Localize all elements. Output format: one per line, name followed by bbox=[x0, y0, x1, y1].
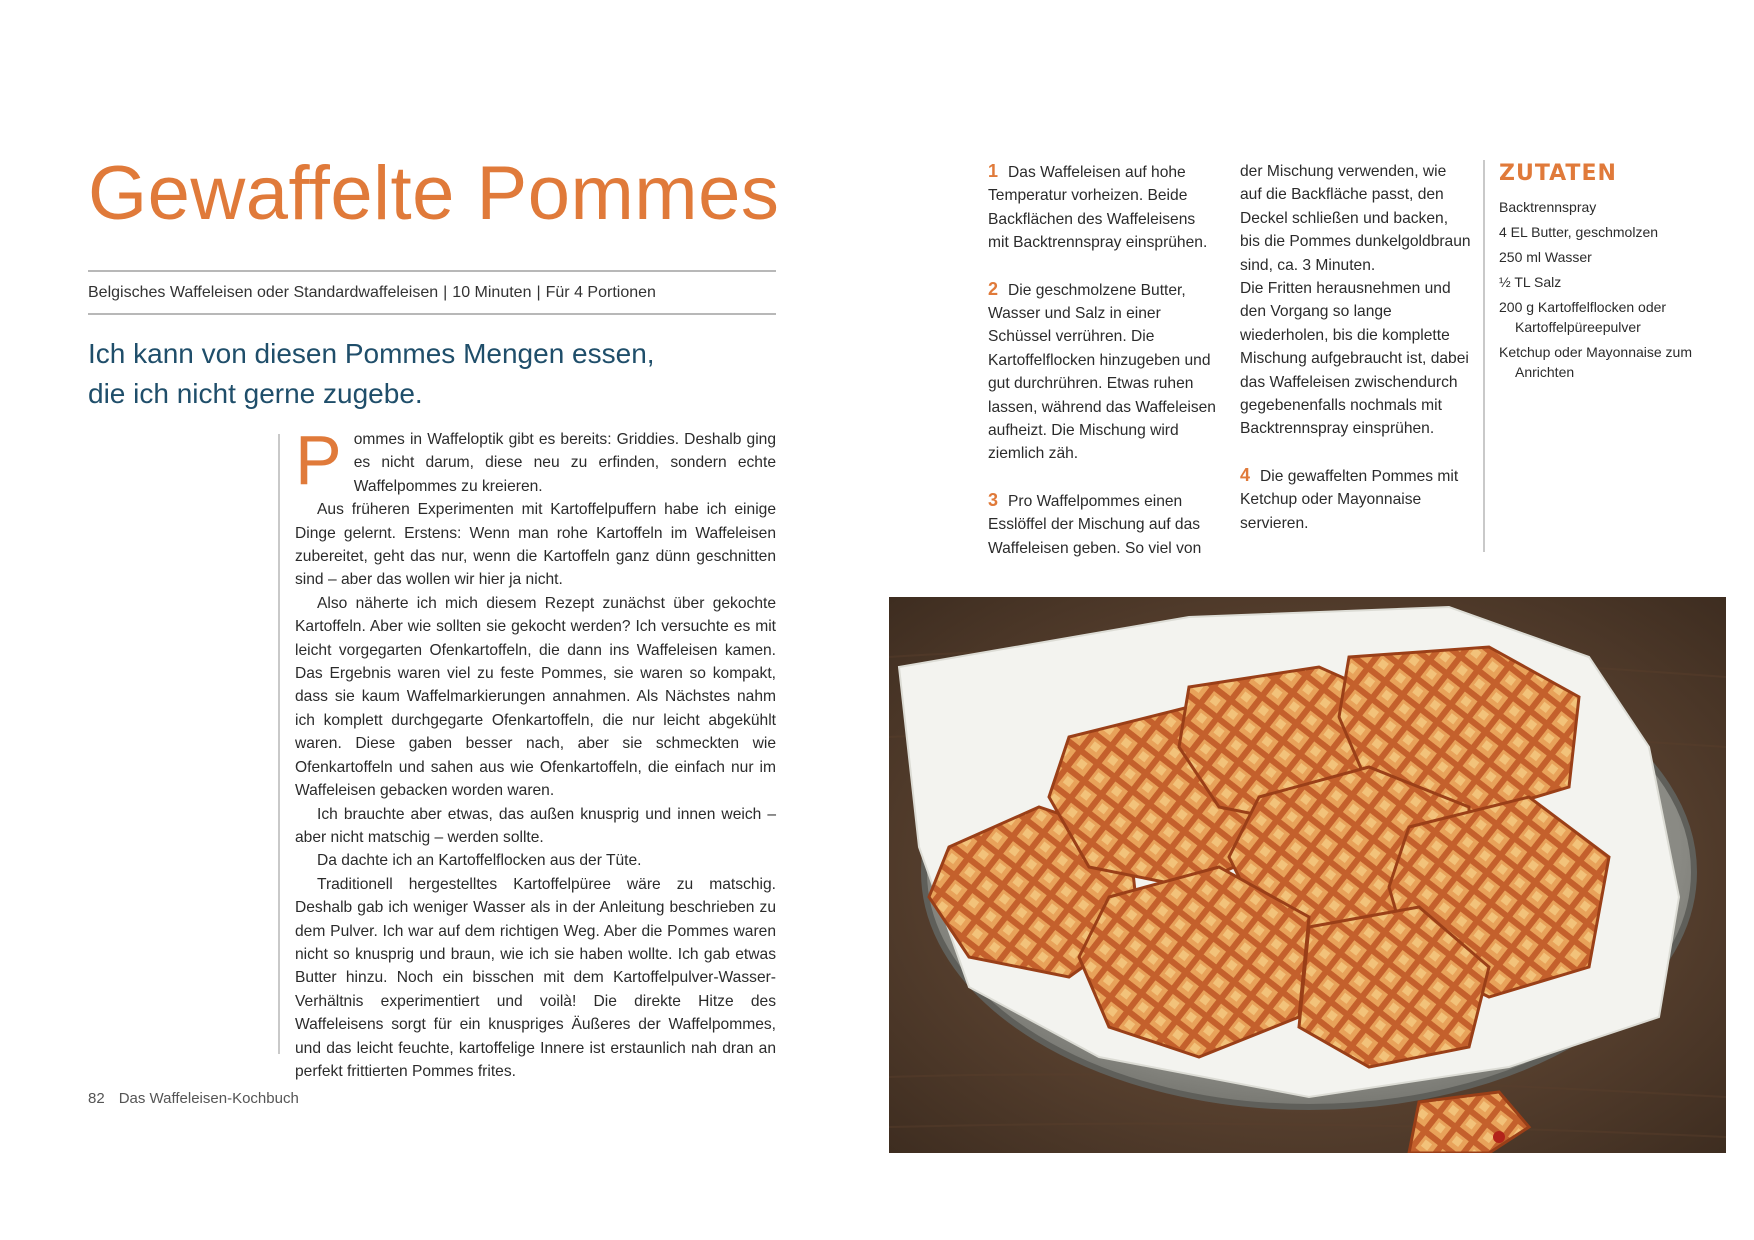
step-item bbox=[988, 278, 1220, 466]
ingredient-item: ½ TL Salz bbox=[1499, 274, 1562, 290]
ingredients-list bbox=[1499, 197, 1699, 387]
waffle-fries-photo bbox=[889, 597, 1726, 1153]
ingredients-heading: ZUTATEN bbox=[1499, 161, 1617, 186]
step-item bbox=[1240, 464, 1472, 535]
first-paragraph-text: ommes in Waffeloptik gibt es bereits: Griddies. Deshalb ging es nicht darum, diese neu zu erfinden, sondern echte Waffelpommes zu kreieren. bbox=[353, 431, 776, 495]
step-item bbox=[988, 489, 1220, 560]
ingredient-item: 250 ml Wasser bbox=[1499, 249, 1592, 265]
body-paragraph: Da dachte ich an Kartoffelflocken aus der Tüte. bbox=[317, 852, 642, 870]
step-number: 2 bbox=[988, 278, 999, 299]
step-text: Die Fritten herausnehmen und den Vorgang so lange wiederholen, bis die komplette Mischung aufgebraucht ist, dabei das Waffeleisen zwischendurch gegebenenfalls nochmals mit Backtrennspray einsprühen. bbox=[1240, 280, 1469, 438]
step-item bbox=[988, 160, 1220, 255]
meta-equipment: Belgisches Waffeleisen oder Standardwaffeleisen bbox=[88, 284, 439, 301]
page-number: 82 bbox=[88, 1090, 105, 1107]
meta-rule-bottom bbox=[88, 313, 776, 315]
step-text: Die geschmolzene Butter, Wasser und Salz in einer Schüssel verrühren. Die Kartoffelflocken hinzugeben und gut durchrühren. Etwas ruhen lassen, während das Waffeleisen aufheizt. Die Mischung wird ziemlich zäh. bbox=[988, 281, 1216, 463]
steps-column-2 bbox=[1240, 160, 1472, 535]
page-footer bbox=[88, 1090, 299, 1107]
ketchup-drop bbox=[1493, 1131, 1505, 1143]
subtitle-line: Ich kann von diesen Pommes Mengen essen, bbox=[88, 338, 655, 369]
recipe-meta bbox=[88, 284, 656, 302]
waffle-fries-illustration bbox=[889, 597, 1726, 1153]
step-number: 4 bbox=[1240, 464, 1251, 485]
body-paragraph: Aus früheren Experimenten mit Kartoffelpuffern habe ich einige Dinge gelernt. Erstens: Wenn man rohe Kartoffeln im Waffeleisen zubereitet, geht das nur, wenn die Kartoffeln ganz dünn geschnitten sind – aber das wollen wir hier ja nicht. bbox=[295, 501, 776, 589]
step-text: der Mischung verwenden, wie auf die Backfläche passt, den Deckel schließen und backen, bis die Pommes dunkelgoldbraun sind, ca. 3 Minuten. bbox=[1240, 163, 1471, 274]
meta-separator: | bbox=[443, 284, 448, 301]
ingredient-item: Ketchup oder Mayonnaise zum Anrichten bbox=[1499, 344, 1692, 380]
intro-paragraph bbox=[295, 421, 776, 499]
recipe-title: Gewaffelte Pommes bbox=[88, 151, 780, 236]
steps-column-1 bbox=[988, 160, 1220, 583]
step-text: Die gewaffelten Pommes mit Ketchup oder Mayonnaise servieren. bbox=[1240, 467, 1459, 532]
book-title: Das Waffeleisen-Kochbuch bbox=[118, 1090, 299, 1107]
ingredient-item: 200 g Kartoffelflocken oder Kartoffelpüreepulver bbox=[1499, 299, 1667, 335]
intro-body-text bbox=[295, 421, 776, 1083]
step-continuation bbox=[1240, 160, 1472, 441]
drop-cap: P bbox=[295, 421, 342, 499]
ingredients-rule bbox=[1483, 160, 1485, 552]
meta-portions: Für 4 Portionen bbox=[545, 284, 656, 301]
body-column-rule bbox=[278, 434, 280, 1054]
recipe-subtitle bbox=[88, 334, 778, 414]
subtitle-line: die ich nicht gerne zugebe. bbox=[88, 378, 423, 409]
meta-rule-top bbox=[88, 270, 776, 272]
meta-time: 10 Minuten bbox=[452, 284, 532, 301]
meta-separator: | bbox=[536, 284, 541, 301]
step-number: 3 bbox=[988, 489, 999, 510]
ingredient-item: 4 EL Butter, geschmolzen bbox=[1499, 224, 1659, 240]
body-paragraph: Also näherte ich mich diesem Rezept zunächst über gekochte Kartoffeln. Aber wie sollten sie gekocht werden? Ich versuchte es mit leicht vorgegarten Ofenkartoffeln, die dann ins Waffeleisen kamen. Das Ergebnis waren viel zu feste Pommes, sie waren so kompakt, dass sie kaum Waffelmarkierungen annahmen. Als Nächstes nahm ich komplett durchgegarte Ofenkartoffeln, die nur leicht abgekühlt waren. Diese gaben besser nach, aber sie schmeckten wie Ofenkartoffeln und sahen aus wie Ofenkartoffeln, die einfach nur im Waffeleisen gebacken worden waren. bbox=[295, 594, 776, 800]
body-paragraph: Traditionell hergestelltes Kartoffelpüree wäre zu matschig. Deshalb gab ich weniger Wasser als in der Anleitung beschrieben zu dem Pulver. Ich war auf dem richtigen Weg. Aber die Pommes waren nicht so knusprig und braun, wie ich sie haben wollte. Ich gab etwas Butter hinzu. Noch ein bisschen mit dem Kartoffelpulver-Wasser-Verhältnis experimentiert und voilà! Die direkte Hitze des Waffeleisens sorgt für ein knuspriges Äußeres der Waffelpommes, und das leicht feuchte, kartoffelige Innere ist erstaunlich nah dran an perfekt frittierten Pommes frites. bbox=[295, 875, 776, 1080]
body-paragraph: Ich brauchte aber etwas, das außen knusprig und innen weich – aber nicht matschig – werden sollte. bbox=[295, 805, 776, 846]
step-text: Das Waffeleisen auf hohe Temperatur vorheizen. Beide Backflächen des Waffeleisens mit Backtrennspray einsprühen. bbox=[988, 164, 1208, 252]
step-number: 1 bbox=[988, 161, 999, 181]
ingredient-item: Backtrennspray bbox=[1499, 199, 1597, 215]
step-text: Pro Waffelpommes einen Esslöffel der Mischung auf das Waffeleisen geben. So viel von bbox=[988, 492, 1202, 557]
